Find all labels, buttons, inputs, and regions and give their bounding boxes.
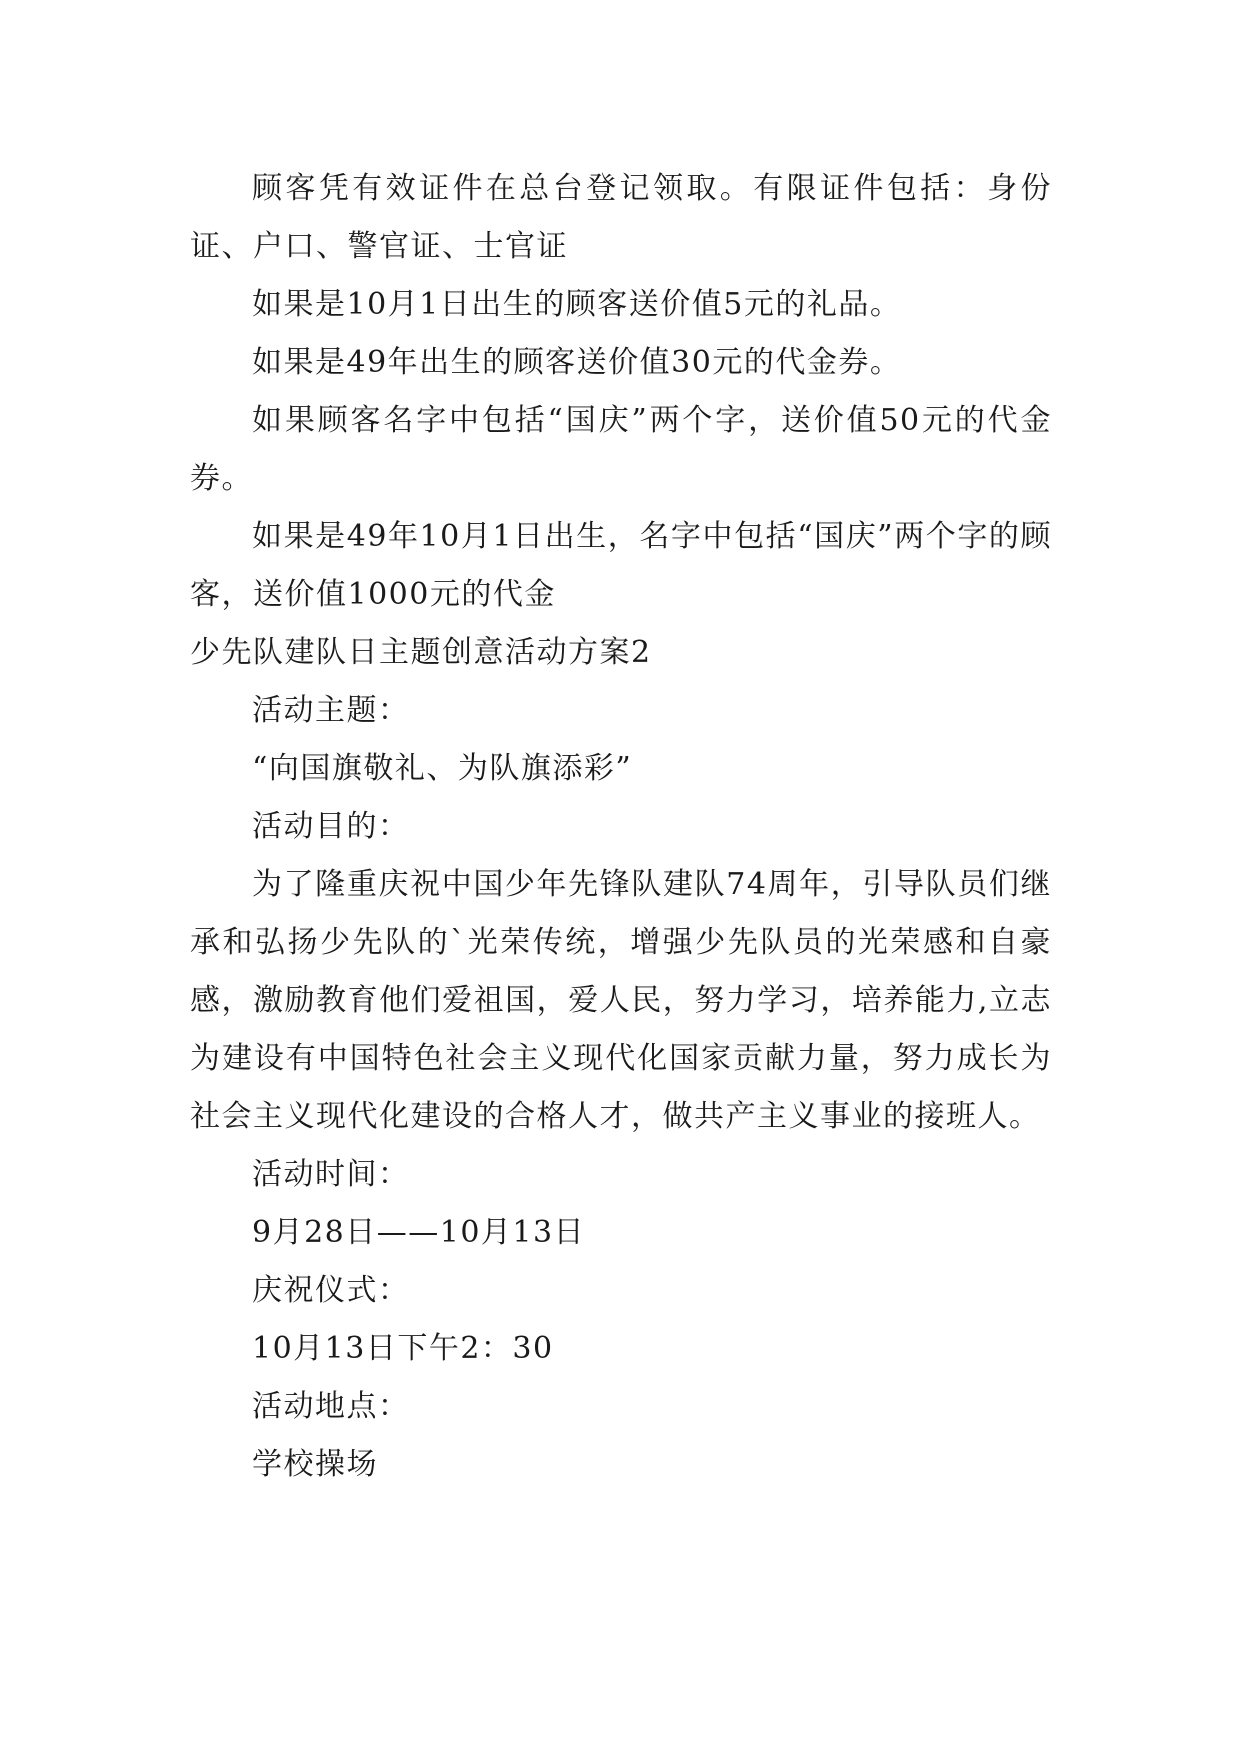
time-text: 9月28日——10月13日 — [252, 1215, 586, 1250]
purpose-text: 为了隆重庆祝中国少年先锋队建队74周年，引导队员们继承和弘扬少先队的`光荣传统，增强少先队员的光荣感和自豪感，激励教育他们爱祖国，爱人民，努力学习，培养能力,立志为建设有中国特色社会主义现代化国家贡献力量，努力成长为社会主义现代化建设的合格人才，做共产主义事业的接班人。 — [190, 867, 1052, 1134]
document-body — [190, 160, 1052, 1494]
section-heading: 少先队建队日主题创意活动方案2 — [190, 635, 652, 670]
paragraph-id-requirement: 顾客凭有效证件在总台登记领取。有限证件包括：身份证、户口、警官证、士官证 — [190, 171, 1052, 264]
label-ceremony: 庆祝仪式： — [252, 1273, 410, 1308]
paragraph-grand-voucher: 如果是49年10月1日出生，名字中包括“国庆”两个字的顾客，送价值1000元的代金 — [190, 519, 1052, 612]
location-text: 学校操场 — [252, 1447, 378, 1482]
paragraph-name-voucher: 如果顾客名字中包括“国庆”两个字，送价值50元的代金券。 — [190, 403, 1052, 496]
label-location: 活动地点： — [252, 1389, 410, 1424]
label-theme: 活动主题： — [252, 693, 410, 728]
theme-text: “向国旗敬礼、为队旗添彩” — [252, 751, 633, 786]
paragraph-birth-year-voucher: 如果是49年出生的顾客送价值30元的代金券。 — [252, 345, 902, 380]
label-time: 活动时间： — [252, 1157, 410, 1192]
label-purpose: 活动目的： — [252, 809, 410, 844]
paragraph-birthday-gift: 如果是10月1日出生的顾客送价值5元的礼品。 — [252, 287, 902, 322]
ceremony-text: 10月13日下午2：30 — [252, 1331, 554, 1366]
